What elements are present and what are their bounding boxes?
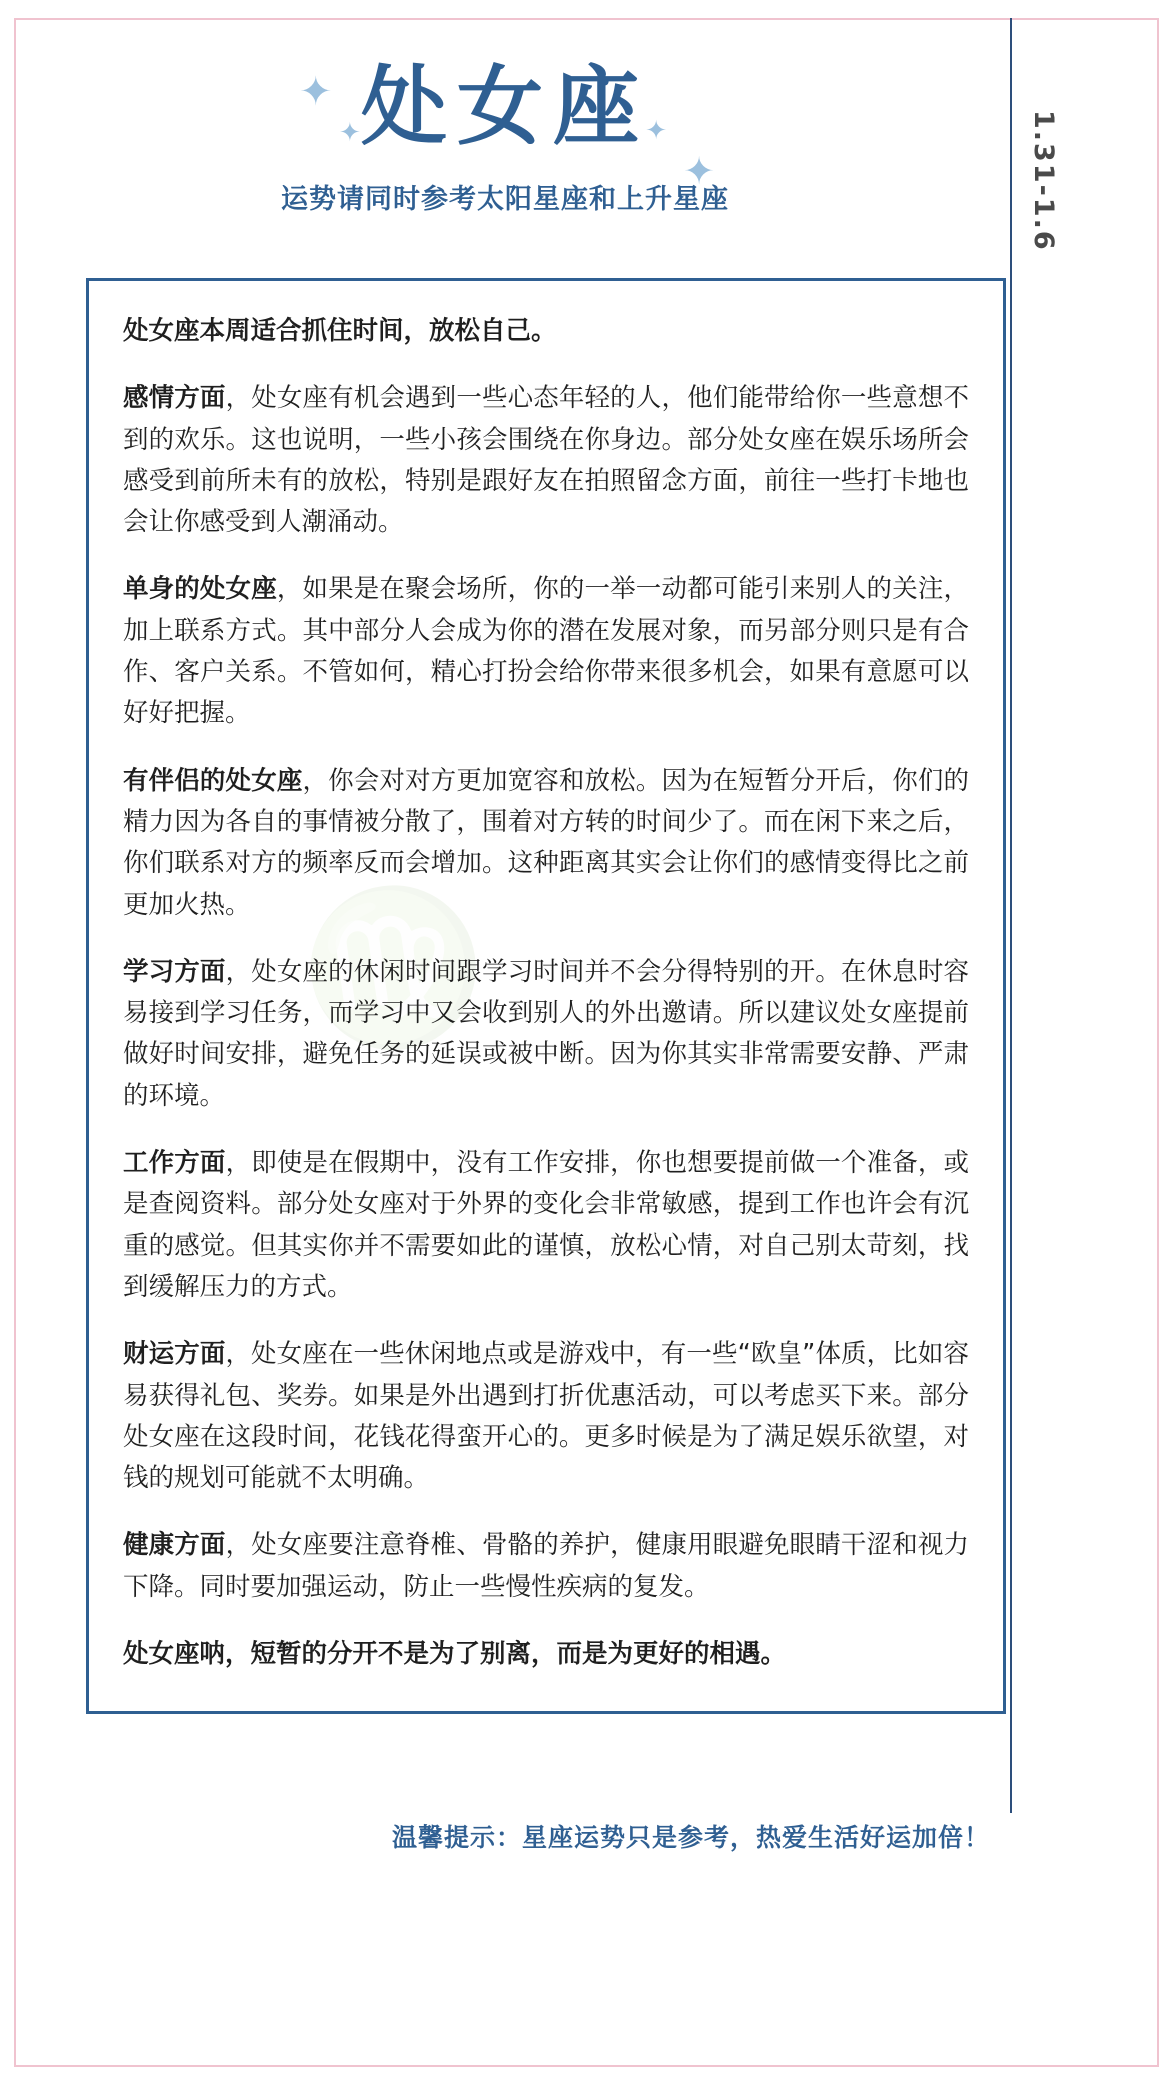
section-body: ，你会对对方更加宽容和放松。因为在短暂分开后，你们的精力因为各自的事情被分散了，围着对方转的时间少了。而在闲下来之后，你们联系对方的频率反而会增加。这种距离其实会让你们的感情变得比之前更加火热。	[123, 765, 969, 920]
section-lead: 有伴侣的处女座	[123, 765, 303, 796]
intro-paragraph: 处女座本周适合抓住时间，放松自己。	[123, 316, 557, 346]
content-box	[86, 278, 1006, 1714]
section-paragraph	[123, 1143, 969, 1308]
section-paragraph	[123, 378, 969, 543]
date-range-label: 1.31-1.6	[1028, 110, 1059, 252]
section-lead: 健康方面	[123, 1530, 226, 1561]
section-paragraph	[123, 569, 969, 734]
section-body: ，如果是在聚会场所，你的一举一动都可能引来别人的关注，加上联系方式。其中部分人会成为你的潜在发展对象，而另部分则只是有合作、客户关系。不管如何，精心打扮会给你带来很多机会，如果有意愿可以好好把握。	[123, 574, 969, 729]
section-paragraph	[123, 952, 969, 1117]
section-body: ，处女座在一些休闲地点或是游戏中，有一些“欧皇”体质，比如容易获得礼包、奖券。如果是外出遇到打折优惠活动，可以考虑买下来。部分处女座在这段时间，花钱花得蛮开心的。更多时候是为了满足娱乐欲望，对钱的规划可能就不太明确。	[123, 1339, 969, 1494]
section-lead: 工作方面	[123, 1148, 226, 1179]
section-lead: 感情方面	[123, 383, 226, 414]
section-lead: 单身的处女座	[123, 574, 277, 605]
section-lead: 财运方面	[123, 1339, 226, 1370]
section-paragraph	[123, 761, 969, 926]
footer-note: 温馨提示：星座运势只是参考，热爱生活好运加倍！	[391, 1823, 990, 1852]
section-lead: 学习方面	[123, 956, 226, 987]
background-watermark: ♍	[288, 868, 498, 1068]
section-body: ，即使是在假期中，没有工作安排，你也想要提前做一个准备，或是查阅资料。部分处女座对于外界的变化会非常敏感，提到工作也许会有沉重的感觉。但其实你并不需要如此的谨慎，放松心情，对自己别太苛刻，找到缓解压力的方式。	[123, 1148, 969, 1302]
sparkle-icon: ✦	[299, 69, 333, 115]
blue-vertical-divider	[1010, 18, 1012, 1813]
page-title: 处女座	[361, 57, 649, 157]
section-paragraph	[123, 1334, 969, 1499]
page-subtitle: 运势请同时参考太阳星座和上升星座	[281, 183, 729, 215]
sparkle-icon: ✦	[683, 149, 715, 193]
section-body: ，处女座要注意脊椎、骨骼的养护，健康用眼避免眼睛干涩和视力下降。同时要加强运动，防止一些慢性疾病的复发。	[123, 1530, 969, 1602]
closing-paragraph: 处女座呐，短暂的分开不是为了别离，而是为更好的相遇。	[123, 1639, 787, 1670]
header	[0, 57, 1010, 216]
section-paragraph	[123, 1525, 969, 1608]
sparkle-icon: ✦	[339, 118, 361, 148]
section-body: ，处女座的休闲时间跟学习时间并不会分得特别的开。在休息时容易接到学习任务，而学习中又会收到别人的外出邀请。所以建议处女座提前做好时间安排，避免任务的延误或被中断。因为你其实非常需要安静、严肃的环境。	[123, 956, 969, 1111]
sparkle-icon: ✦	[645, 116, 667, 146]
title-row	[291, 57, 719, 193]
section-body: ，处女座有机会遇到一些心态年轻的人，他们能带给你一些意想不到的欢乐。这也说明，一些小孩会围绕在你身边。部分处女座在娱乐场所会感受到前所未有的放松，特别是跟好友在拍照留念方面，前往一些打卡地也会让你感受到人潮涌动。	[123, 383, 969, 538]
